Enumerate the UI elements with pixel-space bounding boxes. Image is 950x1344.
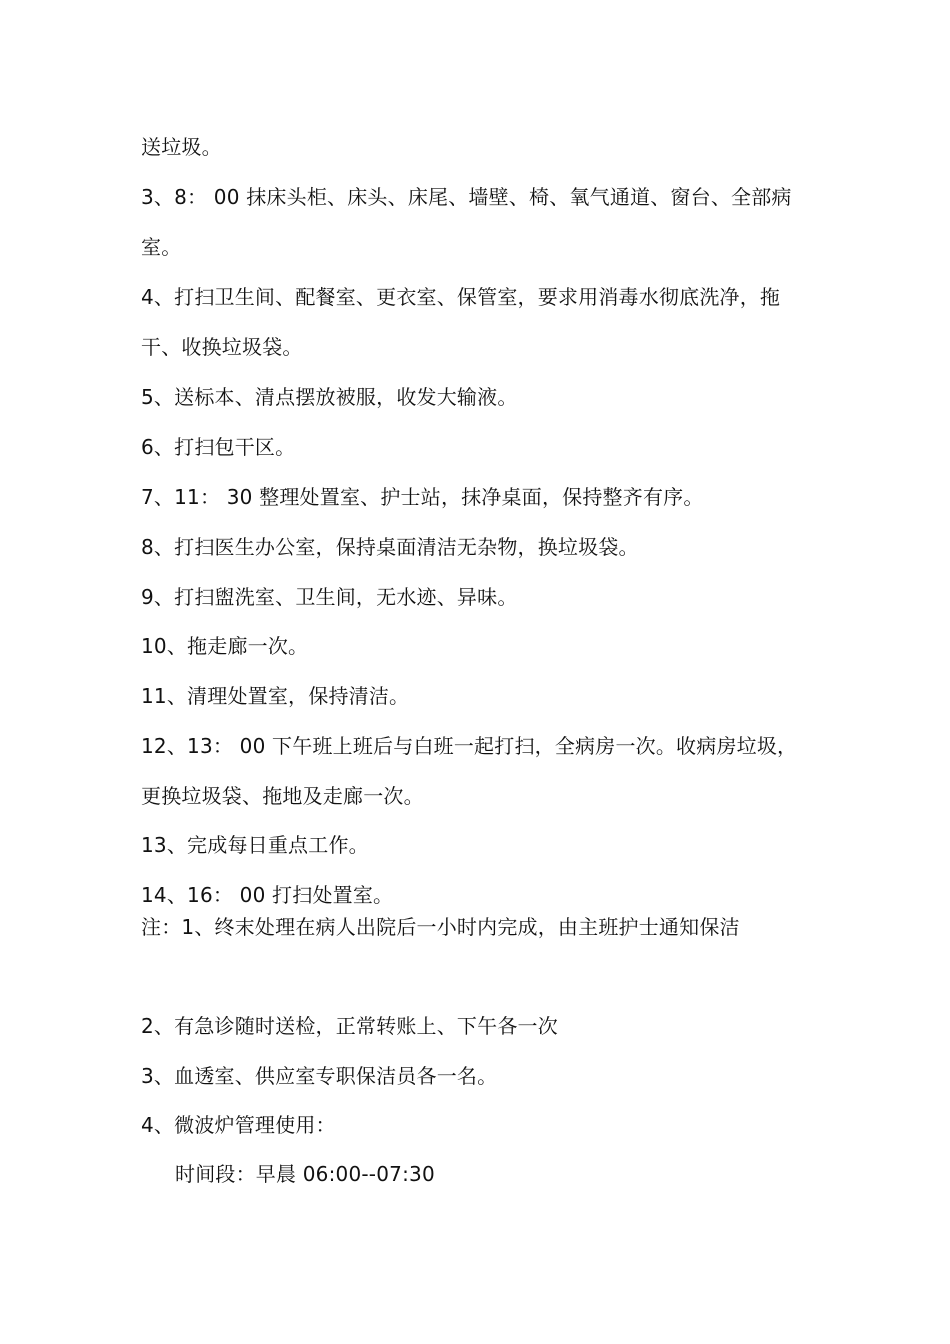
text-line-8: 7、11： 30 整理处置室、护士站，抹净桌面，保持整齐有序。	[141, 485, 704, 509]
text-line-14: 更换垃圾袋、拖地及走廊一次。	[141, 784, 424, 808]
text-line-10: 9、打扫盥洗室、卫生间，无水迹、异味。	[141, 585, 518, 609]
text-line-16: 14、16： 00 打扫处置室。	[141, 883, 394, 907]
text-line-15: 13、完成每日重点工作。	[141, 833, 369, 857]
text-line-7: 6、打扫包干区。	[141, 435, 296, 459]
text-line-4: 4、打扫卫生间、配餐室、更衣室、保管室，要求用消毒水彻底洗净，拖	[141, 285, 781, 309]
text-line-6: 5、送标本、清点摆放被服，收发大输液。	[141, 385, 518, 409]
text-line-21: 时间段：早晨 06:00--07:30	[175, 1162, 435, 1186]
text-line-18: 2、有急诊随时送检，正常转账上、下午各一次	[141, 1014, 558, 1038]
text-line-19: 3、血透室、供应室专职保洁员各一名。	[141, 1064, 498, 1088]
text-line-5: 干、收换垃圾袋。	[141, 335, 303, 359]
text-line-2: 3、8： 00 抹床头柜、床头、床尾、墙壁、椅、氧气通道、窗台、全部病	[141, 185, 792, 209]
text-line-20: 4、微波炉管理使用：	[141, 1113, 336, 1137]
text-line-12: 11、清理处置室，保持清洁。	[141, 684, 410, 708]
text-line-9: 8、打扫医生办公室，保持桌面清洁无杂物，换垃圾袋。	[141, 535, 639, 559]
text-line-11: 10、拖走廊一次。	[141, 634, 309, 658]
text-line-3: 室。	[141, 235, 182, 259]
text-line-1: 送垃圾。	[141, 135, 222, 159]
text-line-17: 注：1、终末处理在病人出院后一小时内完成，由主班护士通知保洁	[141, 915, 740, 939]
text-line-13: 12、13： 00 下午班上班后与白班一起打扫，全病房一次。收病房垃圾，	[141, 734, 798, 758]
